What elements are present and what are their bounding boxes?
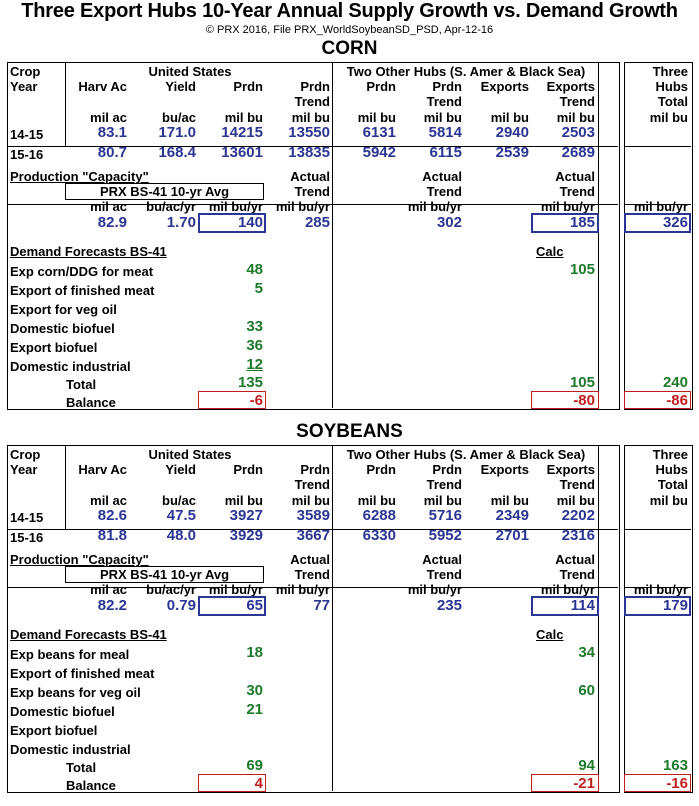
col-header-prdn_trend_1: Prdn [300, 462, 330, 477]
crop-header: Crop [10, 64, 41, 79]
cap-unit-oh-exp: mil bu/yr [540, 582, 595, 597]
demand-row-label: Domestic industrial [10, 359, 131, 374]
page-subtitle: © PRX 2016, File PRX_WorldSoybeanSD_PSD, Apr-12-16 [205, 24, 494, 36]
actual-label: Actual [422, 552, 462, 567]
col-header-oh_exports_trend_1: Exports [546, 462, 595, 477]
crop-header: Crop [10, 447, 41, 462]
hubs-header: Hubs [655, 79, 688, 94]
three-header: Three [652, 447, 688, 462]
cell-oh_exp_trend: 2689 [561, 144, 595, 161]
cell-oh_exp_trend: 2202 [561, 507, 595, 524]
unit-label: mil bu [423, 110, 462, 125]
balance-us: 4 [254, 775, 263, 792]
cell-oh_trend: 6115 [429, 144, 462, 161]
demand-calc-value: 60 [578, 682, 595, 699]
actual-label: Actual [422, 169, 462, 184]
unit-label: mil bu [649, 493, 688, 508]
total-label: Total [66, 377, 97, 392]
prx-avg-label: PRX BS-41 10-yr Avg [99, 184, 230, 199]
unit-label: mil bu [291, 493, 330, 508]
unit-label: mil bu [357, 110, 396, 125]
cell-trend: 13550 [288, 124, 330, 141]
balance-label: Balance [66, 778, 116, 793]
col-header-oh_prdn_trend_1: Prdn [432, 79, 462, 94]
cell-trend: 3667 [296, 527, 330, 544]
cell-harv: 83.1 [97, 124, 127, 141]
unit-label: mil bu [649, 110, 688, 125]
cap-unit-prdn: mil bu/yr [208, 582, 263, 597]
us-header: United States [148, 447, 232, 462]
demand-label: Demand Forecasts BS-41 [10, 627, 167, 642]
actual-label: Actual [555, 169, 595, 184]
cell-oh_trend: 5716 [428, 507, 462, 524]
unit-label: mil ac [90, 493, 127, 508]
cell-trend: 13835 [288, 144, 330, 161]
col-header-oh_prdn: Prdn [366, 79, 396, 94]
cap-total: 179 [662, 597, 688, 614]
section-title: CORN [321, 38, 378, 59]
cap-oh-exp: 185 [569, 214, 595, 231]
col-header-oh-trend-2: Trend [426, 477, 462, 492]
soybeans-section [0, 421, 699, 806]
demand-calc-value: 105 [569, 261, 595, 278]
year-label: 14-15 [10, 127, 44, 142]
corn-section [0, 38, 699, 423]
cap-harv: 82.2 [97, 597, 127, 614]
cap-prdn: 65 [246, 597, 263, 614]
col-header-oh_prdn: Prdn [366, 462, 396, 477]
demand-row-label: Export biofuel [10, 723, 98, 738]
year-label: 15-16 [10, 530, 44, 545]
trend-label: Trend [559, 184, 595, 199]
demand-row-label: Export biofuel [10, 340, 98, 355]
cell-harv: 80.7 [97, 144, 127, 161]
col-header-prdn-trend-2: Trend [294, 477, 330, 492]
cell-oh_exp_trend: 2316 [561, 527, 595, 544]
cell-oh_exp_trend: 2503 [561, 124, 595, 141]
trend-label: Trend [294, 567, 330, 582]
divider-hubs [598, 445, 599, 791]
demand-us-value: 48 [246, 261, 263, 278]
balance-us: -6 [249, 392, 263, 409]
col-header-prdn_trend_1: Prdn [300, 79, 330, 94]
total-label: Total [66, 760, 97, 775]
col-header-harv_ac: Harv Ac [78, 462, 127, 477]
prod-capacity-label: Production "Capacity" [10, 552, 149, 567]
actual-label: Actual [555, 552, 595, 567]
cap-oh-trend: 235 [436, 597, 462, 614]
cap-unit-harv: mil ac [90, 199, 127, 214]
unit-label: bu/ac [162, 110, 196, 125]
col-header-yield: Yield [165, 462, 196, 477]
cell-oh_prdn: 6131 [362, 124, 396, 141]
unit-label: mil bu [490, 493, 529, 508]
cap-unit-trend: mil bu/yr [275, 199, 330, 214]
cap-yield: 1.70 [166, 214, 196, 231]
other-hubs-header: Two Other Hubs (S. Amer & Black Sea) [346, 447, 586, 462]
year-label: 15-16 [10, 147, 44, 162]
cap-trend: 77 [313, 597, 330, 614]
prx-avg-label: PRX BS-41 10-yr Avg [99, 567, 230, 582]
cell-oh_exp: 2701 [495, 527, 529, 544]
demand-us-value: 18 [246, 644, 263, 661]
demand-row-label: Exp beans for veg oil [10, 685, 141, 700]
col-header-oh_exports_trend_1: Exports [546, 79, 595, 94]
total-header: Total [657, 477, 688, 492]
demand-row-label: Domestic biofuel [10, 321, 115, 336]
col-header-oh_exports: Exports [480, 79, 529, 94]
unit-label: mil bu [291, 110, 330, 125]
total-calc: 94 [578, 757, 595, 774]
page-title: Three Export Hubs 10-Year Annual Supply Growth vs. Demand Growth [21, 0, 678, 22]
unit-label: mil bu [423, 493, 462, 508]
balance-hubs: -16 [666, 775, 688, 792]
demand-row-label: Export for veg oil [10, 302, 117, 317]
cap-unit-yield: bu/ac/yr [146, 199, 196, 214]
cell-oh_trend: 5952 [428, 527, 462, 544]
demand-calc-value: 34 [578, 644, 595, 661]
unit-label: mil bu [490, 110, 529, 125]
hubs-header: Hubs [655, 462, 688, 477]
demand-us-value: 5 [254, 280, 263, 297]
demand-us-value: 21 [246, 701, 263, 718]
demand-row-label: Exp corn/DDG for meat [10, 264, 154, 279]
unit-label: mil ac [90, 110, 127, 125]
cell-prdn: 3927 [229, 507, 263, 524]
cell-oh_prdn: 6288 [362, 507, 396, 524]
year-header: Year [10, 462, 38, 477]
total-hubs: 163 [662, 757, 688, 774]
col-header-oh_prdn_trend_1: Prdn [432, 462, 462, 477]
cap-unit-prdn: mil bu/yr [208, 199, 263, 214]
total-calc: 105 [569, 374, 595, 391]
cell-oh_exp: 2940 [495, 124, 529, 141]
cell-yield: 47.5 [166, 507, 196, 524]
actual-label: Actual [290, 169, 330, 184]
cell-prdn: 13601 [221, 144, 263, 161]
hubs-header-rule [624, 529, 691, 530]
three-header: Three [652, 64, 688, 79]
unit-label: mil bu [224, 110, 263, 125]
total-hubs: 240 [662, 374, 688, 391]
demand-row-label: Export of finished meat [10, 666, 155, 681]
total-header: Total [657, 94, 688, 109]
cap-trend: 285 [304, 214, 330, 231]
trend-label: Trend [426, 184, 462, 199]
cell-oh_exp: 2349 [495, 507, 529, 524]
col-header-exp-trend-2: Trend [559, 94, 595, 109]
cap-unit-harv: mil ac [90, 582, 127, 597]
divider-hubs [598, 62, 599, 408]
cell-yield: 171.0 [158, 124, 196, 141]
cap-unit-yield: bu/ac/yr [146, 582, 196, 597]
year-header: Year [10, 79, 38, 94]
demand-us-value: 12 [246, 356, 263, 373]
cell-oh_prdn: 6330 [362, 527, 396, 544]
cap-unit-oh-trend: mil bu/yr [407, 199, 462, 214]
demand-us-value: 33 [246, 318, 263, 335]
balance-calc: -80 [573, 392, 595, 409]
cap-unit-total: mil bu/yr [633, 582, 688, 597]
cap-yield: 0.79 [166, 597, 196, 614]
cap-unit-total: mil bu/yr [633, 199, 688, 214]
cap-total: 326 [662, 214, 688, 231]
actual-label: Actual [290, 552, 330, 567]
cell-prdn: 3929 [229, 527, 263, 544]
demand-row-label: Domestic biofuel [10, 704, 115, 719]
cell-prdn: 14215 [221, 124, 263, 141]
demand-row-label: Domestic industrial [10, 742, 131, 757]
cell-harv: 81.8 [97, 527, 127, 544]
demand-row-label: Export of finished meat [10, 283, 155, 298]
cap-prdn: 140 [237, 214, 263, 231]
col-header-oh-trend-2: Trend [426, 94, 462, 109]
cap-unit-oh-exp: mil bu/yr [540, 199, 595, 214]
col-header-yield: Yield [165, 79, 196, 94]
trend-label: Trend [294, 184, 330, 199]
unit-label: mil bu [556, 493, 595, 508]
trend-label: Trend [559, 567, 595, 582]
cell-trend: 3589 [296, 507, 330, 524]
total-us: 69 [246, 757, 263, 774]
col-header-prdn: Prdn [233, 462, 263, 477]
cell-yield: 48.0 [166, 527, 196, 544]
demand-row-label: Exp beans for meal [10, 647, 130, 662]
cap-oh-exp: 114 [570, 597, 595, 614]
unit-label: mil bu [224, 493, 263, 508]
unit-label: bu/ac [162, 493, 196, 508]
other-hubs-header: Two Other Hubs (S. Amer & Black Sea) [346, 64, 586, 79]
cap-harv: 82.9 [97, 214, 127, 231]
unit-label: mil bu [556, 110, 595, 125]
calc-label: Calc [536, 627, 564, 642]
balance-calc: -21 [573, 775, 595, 792]
demand-label: Demand Forecasts BS-41 [10, 244, 167, 259]
col-header-exp-trend-2: Trend [559, 477, 595, 492]
col-header-oh_exports: Exports [480, 462, 529, 477]
cell-oh_prdn: 5942 [362, 144, 396, 161]
calc-label: Calc [536, 244, 564, 259]
balance-hubs: -86 [666, 392, 688, 409]
cell-oh_exp: 2539 [495, 144, 529, 161]
demand-us-value: 30 [246, 682, 263, 699]
cap-unit-oh-trend: mil bu/yr [407, 582, 462, 597]
col-header-prdn: Prdn [233, 79, 263, 94]
cap-unit-trend: mil bu/yr [275, 582, 330, 597]
col-header-prdn-trend-2: Trend [294, 94, 330, 109]
year-label: 14-15 [10, 510, 44, 525]
cell-harv: 82.6 [97, 507, 127, 524]
total-us: 135 [237, 374, 263, 391]
unit-label: mil bu [357, 493, 396, 508]
trend-label: Trend [426, 567, 462, 582]
cell-oh_trend: 5814 [428, 124, 462, 141]
col-header-harv_ac: Harv Ac [78, 79, 127, 94]
cell-yield: 168.4 [158, 144, 196, 161]
demand-us-value: 36 [246, 337, 263, 354]
balance-label: Balance [66, 395, 116, 410]
us-header: United States [148, 64, 232, 79]
hubs-header-rule [624, 146, 691, 147]
prod-capacity-label: Production "Capacity" [10, 169, 149, 184]
section-title: SOYBEANS [296, 421, 403, 442]
cap-oh-trend: 302 [436, 214, 462, 231]
